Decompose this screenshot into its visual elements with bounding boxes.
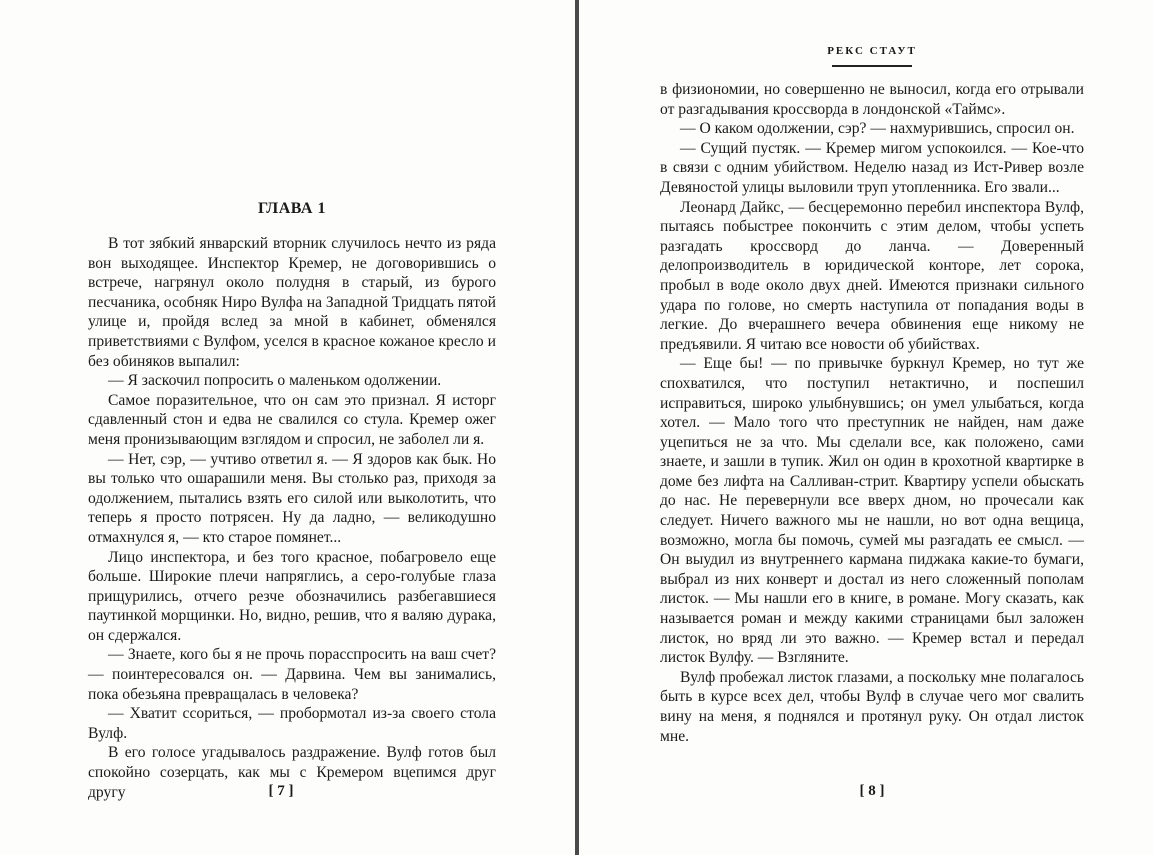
- running-head: РЕКС СТАУТ: [827, 45, 917, 57]
- paragraph: В тот зябкий январский вторник случилось нечто из ряда вон выходящее. Инспектор Кремер, не договорившись о встрече, нагрянул около полудня в старый, из бурого песчаника, особняк Ниро Вулфа на Западной Тридцать пятой улице и, пройдя вслед за мной в кабинет, обменялся приветствиями с Вулфом, уселся в красное кожаное кресло и без обиняков выпалил:: [88, 235, 496, 370]
- paragraph: — Я заскочил попросить о маленьком одолжении.: [108, 372, 442, 390]
- chapter-title: ГЛАВА 1: [258, 200, 326, 217]
- paragraph: Лицо инспектора, и без того красное, побагровело еще больше. Широкие плечи напряглись, а серо-голубые глаза прищурились, отчего резче обозначились разбегавшиеся паутинкой морщинки. Но, видно, решив, что я валяю дурака, он сдержался.: [88, 548, 496, 644]
- continued-paragraph: в физиономии, но совершенно не выносил, когда его отрывали от разгадывания кроссворда в лондонской «Таймс».: [660, 81, 1084, 118]
- paragraph: — О каком одолжении, сэр? — нахмурившись, спросил он.: [680, 120, 1075, 138]
- paragraph: — Нет, сэр, — учтиво ответил я. — Я здоров как бык. Но вы только что ошарашили меня. Вы столько раз, приходя за одолжением, пытались взять его силой или выколотить, что теперь я просто потрясен. Ну да ладно, — великодушно отмахнулся я, — кто старое помянет...: [88, 450, 496, 546]
- page-number-right: [ 8 ]: [859, 783, 885, 799]
- page-number-left: [ 7 ]: [268, 783, 294, 799]
- book-spine-divider: [575, 0, 579, 855]
- paragraph: — Еще бы! — по привычке буркнул Кремер, но тут же спохватился, что поступил нетактично, и поспешил исправиться, широко улыбнувшись; он умел улыбаться, когда хотел. — Мало того что преступник не найден, нам даже уцепиться не за что. Мы сделали все, как положено, сами знаете, и зашли в тупик. Жил он один в крохотной квартирке в доме без лифта на Салливан-стрит. Квартиру успели обыскать до нас. Не перевернули все вверх дном, но прочесали как следует. Ничего важного мы не нашли, но вот одна вещица, возможно, могла бы помочь, сумей мы разгадать ее смысл. — Он выудил из внутреннего кармана пиджака какие-то бумаги, выбрал из них конверт и достал из него сложенный пополам листок. — Мы нашли его в книге, в романе. Могу сказать, как называется роман и между какими страницами был заложен листок, но вряд ли это важно. — Кремер встал и передал листок Вулфу. — Взгляните.: [660, 355, 1084, 667]
- paragraph: Леонард Дайкс, — бесцеремонно перебил инспектора Вулф, пытаясь побыстрее покончить с этим делом, чтобы успеть разгадать кроссворд до ланча. — Доверенный делопроизводитель в юридической конторе, лет сорока, пробыл в воде около двух дней. Имеются признаки сильного удара по голове, но смерть наступила от попадания воды в легкие. До вчерашнего вечера обвинения еще никому не предъявили. Я читаю все новости об убийствах.: [660, 198, 1084, 353]
- left-page-text: [88, 234, 496, 802]
- paragraph: — Знаете, кого бы я не прочь порасспросить на ваш счет? — поинтересовался он. — Дарвина. Чем вы занимались, пока обезьяна превращалась в человека?: [88, 646, 496, 703]
- paragraph: В его голосе угадывалось раздражение. Вулф готов был спокойно созерцать, как мы с Кремером вцепимся друг другу: [88, 744, 496, 801]
- running-head-rule: [832, 65, 912, 67]
- paragraph: — Хватит ссориться, — пробормотал из-за своего стола Вулф.: [88, 705, 496, 742]
- paragraph: Вулф пробежал листок глазами, а поскольку мне полагалось быть в курсе всех дел, чтобы Вулф в случае чего мог свалить вину на меня, я поднялся и протянул руку. Он отдал листок мне.: [660, 668, 1084, 745]
- right-page-text: [660, 80, 1084, 746]
- paragraph: Самое поразительное, что он сам это признал. Я исторг сдавленный стон и едва не свалился со стула. Кремер ожег меня пронизывающим взглядом и спросил, не заболел ли я.: [88, 391, 496, 448]
- paragraph: — Сущий пустяк. — Кремер мигом успокоился. — Кое-что в связи с одним убийством. Неделю назад из Ист-Ривер возле Девяностой улицы выловили труп утопленника. Его звали...: [660, 139, 1084, 196]
